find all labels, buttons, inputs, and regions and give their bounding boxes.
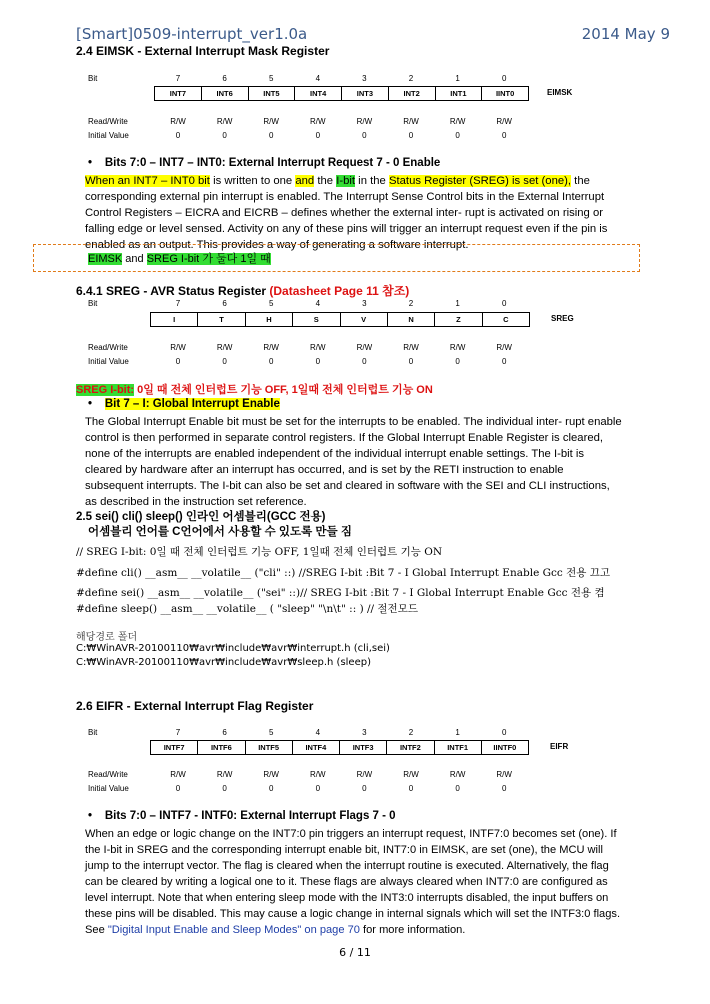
path-heading: 해당경로 폴더 [76,632,138,643]
eifr-line-2: the I-bit in SREG and the corresponding interrupt enable bit, INT7:0 in EIMSK, are set (one), the MCU will [85,844,603,856]
sreg-note-text: 0일 때 전체 인터럽트 기능 OFF, 1일때 전체 인터럽트 기능 ON [134,384,433,396]
sreg-register-cells [150,312,530,327]
sreg-bits-value: 3 [362,299,367,308]
sreg-iv-value: 0 [455,357,460,366]
eifr-bits-value: 6 [222,728,227,737]
sreg-iv-values [155,357,535,367]
sreg-line-6: as described in the instruction set reference. [85,496,307,508]
eimsk-heading: 2.4 EIMSK - External Interrupt Mask Register [76,44,330,58]
eimsk-rw-value: R/W [449,117,466,126]
sreg-rw-values [155,343,535,353]
sreg-rw-value: R/W [216,343,233,352]
sreg-iv-value: 0 [408,357,414,366]
eimsk-iv-label: Initial Value [88,131,129,140]
sreg-line-5: subsequent interrupts. The I-bit can also be set and cleared in software with the SEI and CLI instructions, [85,480,610,492]
eifr-bit-label: Bit [88,728,98,737]
eimsk-bits-value: 4 [315,74,321,83]
eimsk-bits-value: 6 [222,74,227,83]
eifr-rw-value: R/W [356,770,373,779]
eimsk-cell: INT4 [294,87,341,100]
sreg-rw-label: Read/Write [88,343,128,352]
sreg-rw-value: R/W [496,343,512,352]
eimsk-bit-numbers [155,74,535,84]
sreg-cell: S [292,313,339,326]
eimsk-iv-value: 0 [455,131,460,140]
eifr-cell: IINTF0 [481,741,528,754]
eimsk-iv-value: 0 [175,131,181,140]
eimsk-line-5: enabled as an output. This provides a way of generating a software interrupt. [85,239,469,251]
eifr-iv-value: 0 [222,784,227,793]
sreg-line-2: control is then performed in separate control registers. If the Global Interrupt Enable Register is cleared, [85,432,604,444]
eifr-rw-label: Read/Write [88,770,128,779]
code-define-cli: #define cli() __asm__ __volatile__ ("cli" ::) //SREG I-bit :Bit 7 - I Global Interrupt Enable Gcc 전용 끄고 [76,567,611,579]
sreg-bits-value: 0 [501,299,507,308]
eifr-line-1: When an edge or logic change on the INT7:0 pin triggers an interrupt request, INTF7:0 becomes set (one). If [85,828,617,840]
sreg-line-1: The Global Interrupt Enable bit must be set for the interrupts to be enabled. The individual inter- rupt enable [85,416,622,428]
eifr-bits-value: 1 [455,728,460,737]
eimsk-iv-value: 0 [268,131,274,140]
sreg-rw-value: R/W [356,343,373,352]
eifr-iv-value: 0 [175,784,181,793]
eimsk-bits-value: 2 [408,74,414,83]
note-eimsk: EIMSK [88,253,123,265]
eifr-iv-value: 0 [455,784,460,793]
eifr-rw-value: R/W [449,770,466,779]
eimsk-hl-intbit: When an INT7 – INT0 bit [85,175,210,187]
sreg-heading-ref: (Datasheet Page 11 참조) [269,284,410,298]
eimsk-rw-value: R/W [216,117,233,126]
sreg-line-3: none of the interrupts are enabled independent of the individual interrupt enable settings. The I-bit is [85,448,585,460]
eimsk-line-1 [85,173,607,189]
code-define-sei: #define sei() __asm__ __volatile__ ("sei" ::)// SREG I-bit :Bit 7 - I Global Interrupt Enable Gcc 전용 켬 [76,587,605,599]
sreg-line-4: cleared by hardware after an interrupt has occurred, and is set by the RETI instruction to enable [85,464,564,476]
sreg-iv-value: 0 [315,357,321,366]
eifr-iv-value: 0 [362,784,367,793]
eimsk-iv-value: 0 [501,131,507,140]
eifr-page-link[interactable]: "Digital Input Enable and Sleep Modes" on page 70 [107,924,360,936]
sreg-bullet-text: Bit 7 – I: Global Interrupt Enable [104,398,280,410]
sreg-iv-value: 0 [362,357,367,366]
page-number: 6 / 11 [339,946,371,959]
sreg-bit-label: Bit [88,299,98,308]
path-interrupt-h: C:₩WinAVR-20100110₩avr₩include₩avr₩interrupt.h (cli,sei) [76,643,390,654]
eimsk-rw-value: R/W [310,117,326,126]
eifr-cell: INTF6 [197,741,244,754]
path-sleep-h: C:₩WinAVR-20100110₩avr₩include₩avr₩sleep.h (sleep) [76,657,371,668]
code-define-sleep: #define sleep() __asm__ __volatile__ ( "sleep" "\n\t" :: ) // 절전모드 [76,603,418,615]
eimsk-cell: IINT0 [481,87,528,100]
eifr-rw-value: R/W [310,770,326,779]
eimsk-rw-value: R/W [403,117,419,126]
eimsk-paragraph [85,173,607,253]
sreg-cell: H [245,313,292,326]
eifr-cell: INTF2 [386,741,433,754]
sreg-cell: T [197,313,244,326]
eifr-iv-label: Initial Value [88,784,129,793]
eifr-cell: INTF7 [163,743,185,752]
eifr-bits-value: 5 [268,728,274,737]
eimsk-cell: INT1 [435,87,482,100]
eifr-bit-numbers [155,728,535,738]
sreg-bits-value: 7 [175,299,181,308]
eimsk-rw-value: R/W [496,117,512,126]
eifr-line-5: level interrupt. Note that when entering sleep mode with the INT3:0 interrupts disabled, the input buffers on [85,892,609,904]
eimsk-line-4: falling edge or level sensed. Activity on any of these pins will trigger an interrupt request even if the pin is [85,223,608,235]
sei-subheading: 어셈블리 언어를 C언어에서 사용할 수 있도록 만들 짐 [88,526,352,538]
eifr-cell: INTF5 [245,741,292,754]
note-and: and [122,253,147,265]
eifr-iv-values [155,784,535,794]
eimsk-bits-value: 3 [362,74,367,83]
sreg-bits-value: 5 [268,299,274,308]
sreg-rw-value: R/W [310,343,326,352]
eimsk-bit-label: Bit [88,74,98,83]
eimsk-cell: INT7 [169,89,186,98]
sreg-heading [76,282,409,299]
eimsk-bullet: • Bits 7:0 – INT7 – INT0: External Interrupt Request 7 - 0 Enable [88,157,441,169]
eifr-bullet-text: Bits 7:0 – INTF7 - INTF0: External Interrupt Flags 7 - 0 [104,810,396,822]
eifr-line-3: jump to the interrupt vector. The flag is cleared when the interrupt routine is executed. Alternatively, the flag [85,860,609,872]
eimsk-cell: INT2 [388,87,435,100]
eifr-bits-value: 3 [362,728,367,737]
sreg-cell: Z [434,313,481,326]
eifr-bits-value: 2 [408,728,414,737]
sreg-rw-value: R/W [263,343,279,352]
sreg-iv-value: 0 [175,357,181,366]
sreg-cell: C [482,313,529,326]
eifr-rw-value: R/W [263,770,279,779]
eimsk-bits-value: 7 [175,74,181,83]
eimsk-iv-value: 0 [362,131,367,140]
eimsk-rw-value: R/W [263,117,279,126]
eifr-register-name: EIFR [550,742,569,751]
eifr-rw-value: R/W [170,770,186,779]
eimsk-hl-and: and [295,175,315,187]
sreg-bits-value: 4 [315,299,321,308]
sreg-note [76,381,433,397]
eimsk-rw-value: R/W [356,117,373,126]
eifr-iv-value: 0 [315,784,321,793]
sreg-iv-value: 0 [222,357,227,366]
document-title: [Smart]0509-interrupt_ver1.0a [76,25,308,43]
sreg-rw-value: R/W [170,343,186,352]
eimsk-rw-label: Read/Write [88,117,128,126]
eifr-see: See [85,924,108,936]
sreg-iv-value: 0 [501,357,507,366]
eimsk-register-cells [154,86,529,101]
eimsk-text: the [314,175,337,187]
note-both-one: 가 둘다 1일 때 [199,253,271,265]
sreg-heading-text: 6.4.1 SREG - AVR Status Register [76,284,270,298]
eifr-line-7 [85,922,620,938]
eifr-bits-value: 7 [175,728,181,737]
sreg-rw-value: R/W [403,343,419,352]
sreg-iv-value: 0 [268,357,274,366]
eifr-bits-value: 4 [315,728,321,737]
eifr-register-cells [150,740,529,755]
sreg-bits-value: 6 [222,299,227,308]
eifr-iv-value: 0 [268,784,274,793]
sei-heading: 2.5 sei() cli() sleep() 인라인 어셈블리(GCC 전용) [76,511,326,523]
sreg-rw-value: R/W [449,343,466,352]
eimsk-cell: INT3 [341,87,388,100]
sreg-note-label: SREG I-bit: [76,384,135,396]
sreg-cell: N [387,313,434,326]
eimsk-bullet-text: Bits 7:0 – INT7 – INT0: External Interrupt Request 7 - 0 Enable [104,157,441,169]
eimsk-cell: INT5 [248,87,295,100]
eifr-cell: INTF1 [434,741,481,754]
note-sreg-ibit: SREG I-bit [146,253,200,265]
eimsk-bits-value: 0 [501,74,507,83]
eifr-rw-value: R/W [496,770,512,779]
eimsk-register-name: EIMSK [547,88,573,97]
eimsk-hl-ibit: I-bit [336,175,356,187]
sreg-register-name: SREG [551,314,574,323]
eimsk-rw-value: R/W [170,117,186,126]
eifr-bullet: • Bits 7:0 – INTF7 - INTF0: External Interrupt Flags 7 - 0 [88,810,396,822]
code-comment-line: // SREG I-bit: 0일 때 전체 인터럽트 기능 OFF, 1일때 전체 인터럽트 기능 ON [76,546,443,558]
eimsk-iv-value: 0 [315,131,321,140]
eimsk-text: in the [355,175,389,187]
eimsk-line-2: corresponding external pin interrupt is enabled. The Interrupt Sense Control bits in the External Interrupt [85,191,605,203]
eifr-cell: INTF3 [339,741,386,754]
eifr-rw-value: R/W [216,770,233,779]
eifr-heading: 2.6 EIFR - External Interrupt Flag Register [76,699,314,713]
sreg-bits-value: 2 [408,299,414,308]
sreg-cell: V [340,313,387,326]
eifr-bits-value: 0 [501,728,507,737]
eifr-more-info: for more information. [359,924,466,936]
eimsk-text: is written to one [209,175,296,187]
sreg-paragraph [85,414,622,510]
eimsk-bits-value: 1 [455,74,460,83]
eifr-line-6: these pins will be disabled. This may cause a logic change in internal signals which will set the INTF3:0 flags. [85,908,621,920]
sreg-bullet: • Bit 7 – I: Global Interrupt Enable [88,398,280,410]
eimsk-cell: INT6 [201,87,248,100]
eimsk-text: the [571,175,590,187]
eimsk-iv-value: 0 [222,131,227,140]
eifr-rw-values [155,770,535,780]
eifr-cell: INTF4 [292,741,339,754]
eimsk-hl-sreg: Status Register (SREG) is set (one), [388,175,572,187]
eifr-line-4: can be cleared by writing a logical one to it. These flags are always cleared when INT7:0 are configured as [85,876,608,888]
sreg-bit-numbers [155,299,535,309]
eimsk-bits-value: 5 [268,74,274,83]
eimsk-rw-values [155,117,535,127]
eifr-iv-value: 0 [408,784,414,793]
document-date: 2014 May 9 [581,25,670,43]
sreg-cell: I [173,315,176,324]
eifr-iv-value: 0 [501,784,507,793]
eimsk-line-3: Control Registers – EICRA and EICRB – defines whether the external inter- rupt is activated on rising or [85,207,604,219]
sreg-bits-value: 1 [455,299,460,308]
eifr-paragraph [85,826,620,938]
eimsk-note [88,251,271,267]
eimsk-iv-values [155,131,535,141]
eifr-rw-value: R/W [403,770,419,779]
eimsk-iv-value: 0 [408,131,414,140]
sreg-iv-label: Initial Value [88,357,129,366]
